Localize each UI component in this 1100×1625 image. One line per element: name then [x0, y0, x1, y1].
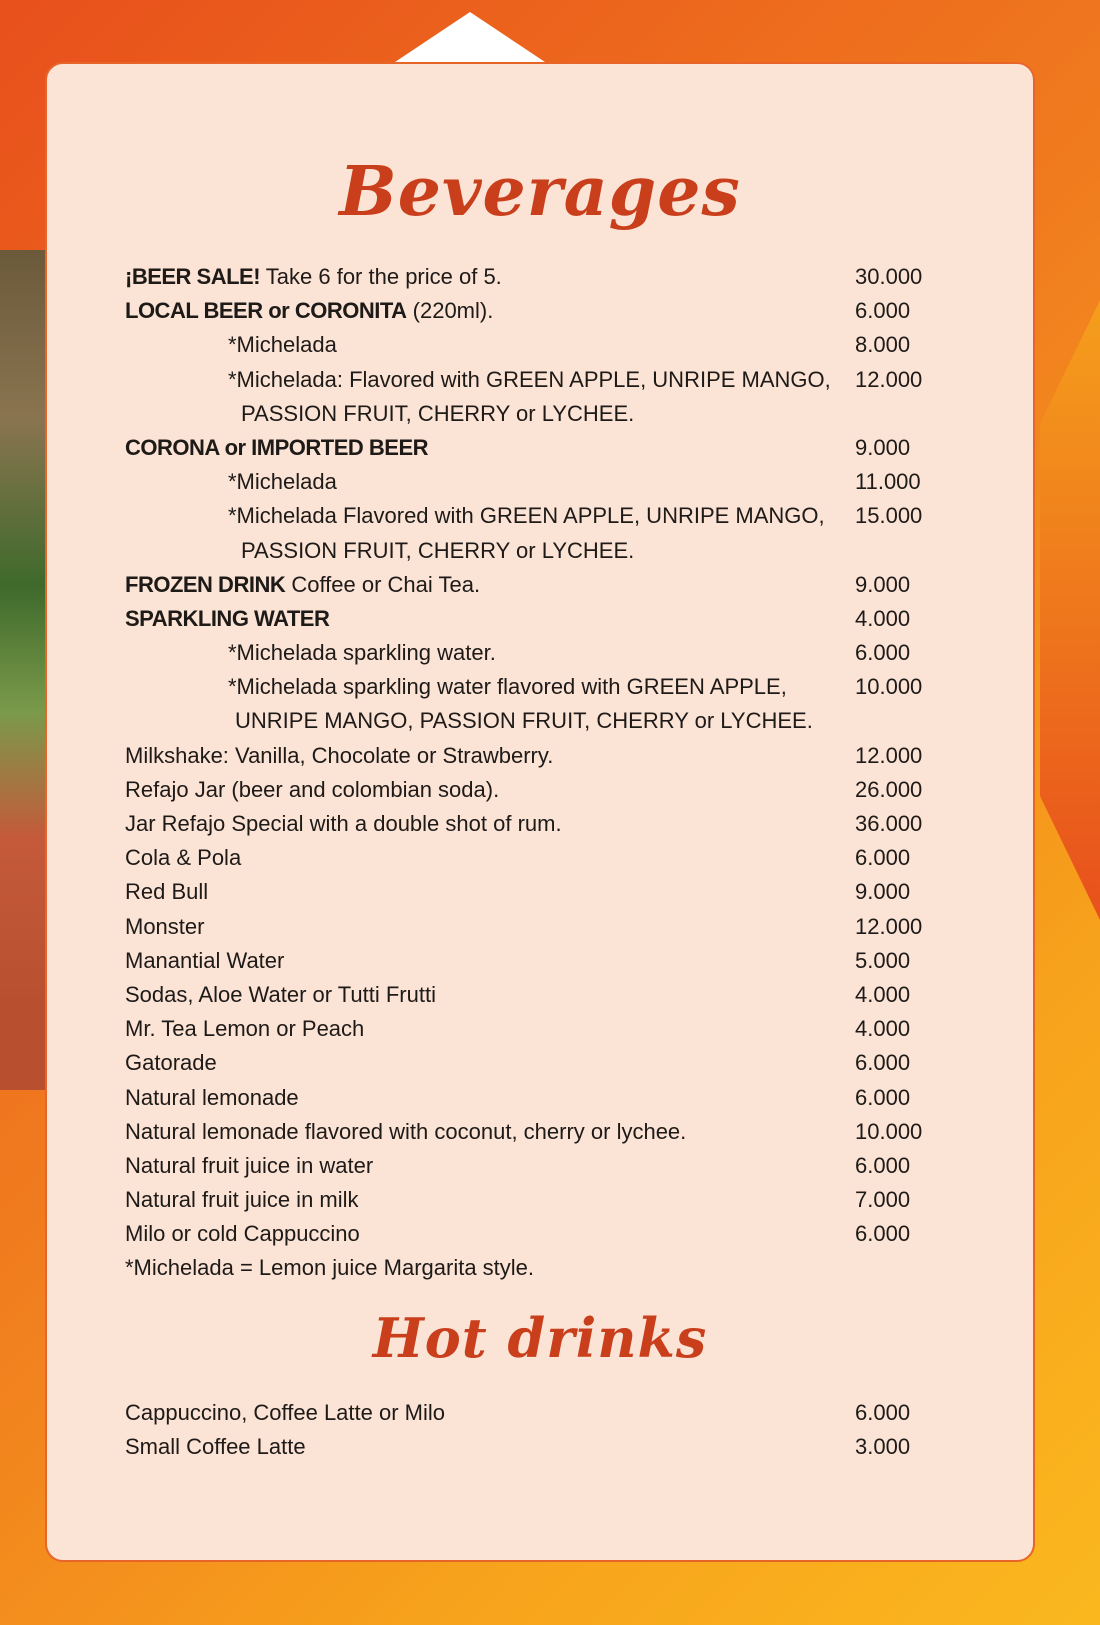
item-name-text: Cola & Pola — [125, 845, 242, 871]
item-name-text: *Michelada Flavored with GREEN APPLE, UNRIPE MANGO, — [228, 503, 825, 529]
item-name — [125, 294, 493, 328]
menu-item — [125, 431, 945, 465]
footnote — [125, 1251, 945, 1285]
item-name-text: Coffee or Chai Tea. — [285, 571, 481, 597]
hot-drinks-list — [125, 1396, 945, 1464]
item-name-continued: UNRIPE MANGO, PASSION FRUIT, CHERRY or LYCHEE. — [235, 708, 813, 734]
item-name-text: Milkshake: Vanilla, Chocolate or Strawberry. — [125, 742, 554, 768]
item-name-text: *Michelada sparkling water. — [228, 640, 496, 666]
item-name-text: Red Bull — [125, 879, 209, 905]
item-name: Small Coffee Latte — [125, 1434, 306, 1460]
item-price: 6.000 — [855, 1084, 911, 1110]
menu-item — [125, 465, 945, 499]
item-name-text: Manantial Water — [125, 947, 285, 973]
item-name-text: Natural fruit juice in milk — [125, 1187, 359, 1213]
item-name-bold: CORONA or IMPORTED BEER — [125, 434, 429, 460]
menu-item — [125, 499, 945, 567]
item-name-text: Natural lemonade — [125, 1084, 299, 1110]
item-price: 5.000 — [855, 947, 911, 973]
menu-item — [125, 944, 945, 978]
item-name-text: Mr. Tea Lemon or Peach — [125, 1016, 365, 1042]
item-price: 9.000 — [855, 879, 911, 905]
menu-item — [125, 260, 945, 294]
item-name — [125, 1081, 299, 1115]
item-name — [125, 1046, 217, 1080]
menu-item — [125, 1012, 945, 1046]
menu-item — [125, 773, 945, 807]
item-price: 11.000 — [855, 469, 921, 495]
section-title-beverages: Beverages — [339, 152, 741, 232]
item-price: 4.000 — [855, 605, 911, 631]
item-name-bold: LOCAL BEER or CORONITA — [125, 298, 407, 324]
item-price: 6.000 — [855, 845, 911, 871]
item-name — [125, 1115, 686, 1149]
item-name — [228, 363, 831, 397]
menu-item — [125, 1430, 945, 1464]
item-price: 6.000 — [855, 298, 911, 324]
item-name-bold: SPARKLING WATER — [125, 605, 330, 631]
item-price: 36.000 — [855, 811, 923, 837]
item-name-bold: FROZEN DRINK — [125, 571, 286, 597]
item-price: 6.000 — [855, 1050, 911, 1076]
item-name — [125, 739, 553, 773]
item-price: 10.000 — [855, 1118, 923, 1144]
item-price: 6.000 — [855, 1152, 911, 1178]
item-price: 6.000 — [855, 640, 911, 666]
item-name — [125, 602, 329, 636]
item-name-continued: PASSION FRUIT, CHERRY or LYCHEE. — [241, 400, 635, 426]
item-price: 7.000 — [855, 1187, 911, 1213]
footnote-text: *Michelada = Lemon juice Margarita style. — [125, 1255, 535, 1281]
menu-item — [125, 363, 945, 431]
item-name — [125, 568, 480, 602]
item-price: 30.000 — [855, 264, 923, 289]
menu-item — [125, 1183, 945, 1217]
menu-item — [125, 1115, 945, 1149]
item-name-bold: ¡BEER SALE! — [125, 264, 261, 289]
item-name — [125, 944, 284, 978]
menu-item — [125, 1149, 945, 1183]
item-price: 9.000 — [855, 571, 911, 597]
menu-item — [125, 1217, 945, 1251]
item-name-text: *Michelada sparkling water flavored with GREEN APPLE, — [228, 674, 787, 700]
item-name-text: *Michelada — [228, 469, 337, 495]
menu-item — [125, 739, 945, 773]
beverages-list — [125, 260, 945, 1286]
item-name-text: *Michelada — [228, 332, 337, 358]
menu-item — [125, 670, 945, 738]
item-name — [125, 910, 204, 944]
item-name-text: Milo or cold Cappuccino — [125, 1221, 360, 1247]
item-price: 12.000 — [855, 742, 923, 768]
item-name-text: (220ml). — [406, 298, 494, 324]
menu-item — [125, 1046, 945, 1080]
menu-item — [125, 1396, 945, 1430]
item-name: Cappuccino, Coffee Latte or Milo — [125, 1400, 445, 1425]
item-name — [228, 670, 787, 704]
item-name — [125, 1217, 360, 1251]
menu-item — [125, 841, 945, 875]
decorative-band — [1040, 300, 1100, 920]
item-name-text: Refajo Jar (beer and colombian soda). — [125, 776, 500, 802]
item-name-text: Take 6 for the price of 5. — [260, 264, 502, 289]
item-price: 8.000 — [855, 332, 911, 358]
menu-item — [125, 1081, 945, 1115]
item-name — [125, 773, 499, 807]
menu-card — [45, 62, 1035, 1562]
menu-item — [125, 602, 945, 636]
item-price: 12.000 — [855, 913, 923, 939]
item-name-text: Natural lemonade flavored with coconut, cherry or lychee. — [125, 1118, 687, 1144]
item-name-text: Natural fruit juice in water — [125, 1152, 374, 1178]
item-name-continued: PASSION FRUIT, CHERRY or LYCHEE. — [241, 537, 635, 563]
item-price: 6.000 — [855, 1221, 911, 1247]
item-name — [228, 328, 337, 362]
item-price: 6.000 — [855, 1400, 911, 1425]
item-name-text: Gatorade — [125, 1050, 217, 1076]
item-price: 4.000 — [855, 981, 911, 1007]
item-name — [125, 260, 502, 294]
item-price: 26.000 — [855, 776, 923, 802]
item-name-text: Sodas, Aloe Water or Tutti Frutti — [125, 981, 436, 1007]
item-name-text: Monster — [125, 913, 205, 939]
menu-item — [125, 294, 945, 328]
item-name — [228, 465, 337, 499]
item-name — [228, 499, 825, 533]
item-price: 4.000 — [855, 1016, 911, 1042]
item-price: 15.000 — [855, 503, 923, 529]
item-name — [125, 841, 241, 875]
item-name — [125, 1183, 359, 1217]
item-name — [125, 1149, 373, 1183]
menu-item — [125, 875, 945, 909]
item-price: 9.000 — [855, 434, 911, 460]
menu-item — [125, 636, 945, 670]
menu-item — [125, 807, 945, 841]
item-price: 10.000 — [855, 674, 923, 700]
menu-item — [125, 568, 945, 602]
menu-item — [125, 910, 945, 944]
item-name — [228, 636, 496, 670]
item-price: 3.000 — [855, 1434, 911, 1460]
item-name-text: Jar Refajo Special with a double shot of rum. — [125, 811, 562, 837]
item-name — [125, 807, 562, 841]
item-price: 12.000 — [855, 366, 923, 392]
menu-item — [125, 328, 945, 362]
item-name-text: *Michelada: Flavored with GREEN APPLE, UNRIPE MANGO, — [228, 366, 831, 392]
item-name — [125, 875, 208, 909]
item-name — [125, 978, 436, 1012]
section-title-hot-drinks: Hot drinks — [372, 1306, 708, 1370]
item-name — [125, 431, 428, 465]
item-name — [125, 1012, 364, 1046]
menu-item — [125, 978, 945, 1012]
